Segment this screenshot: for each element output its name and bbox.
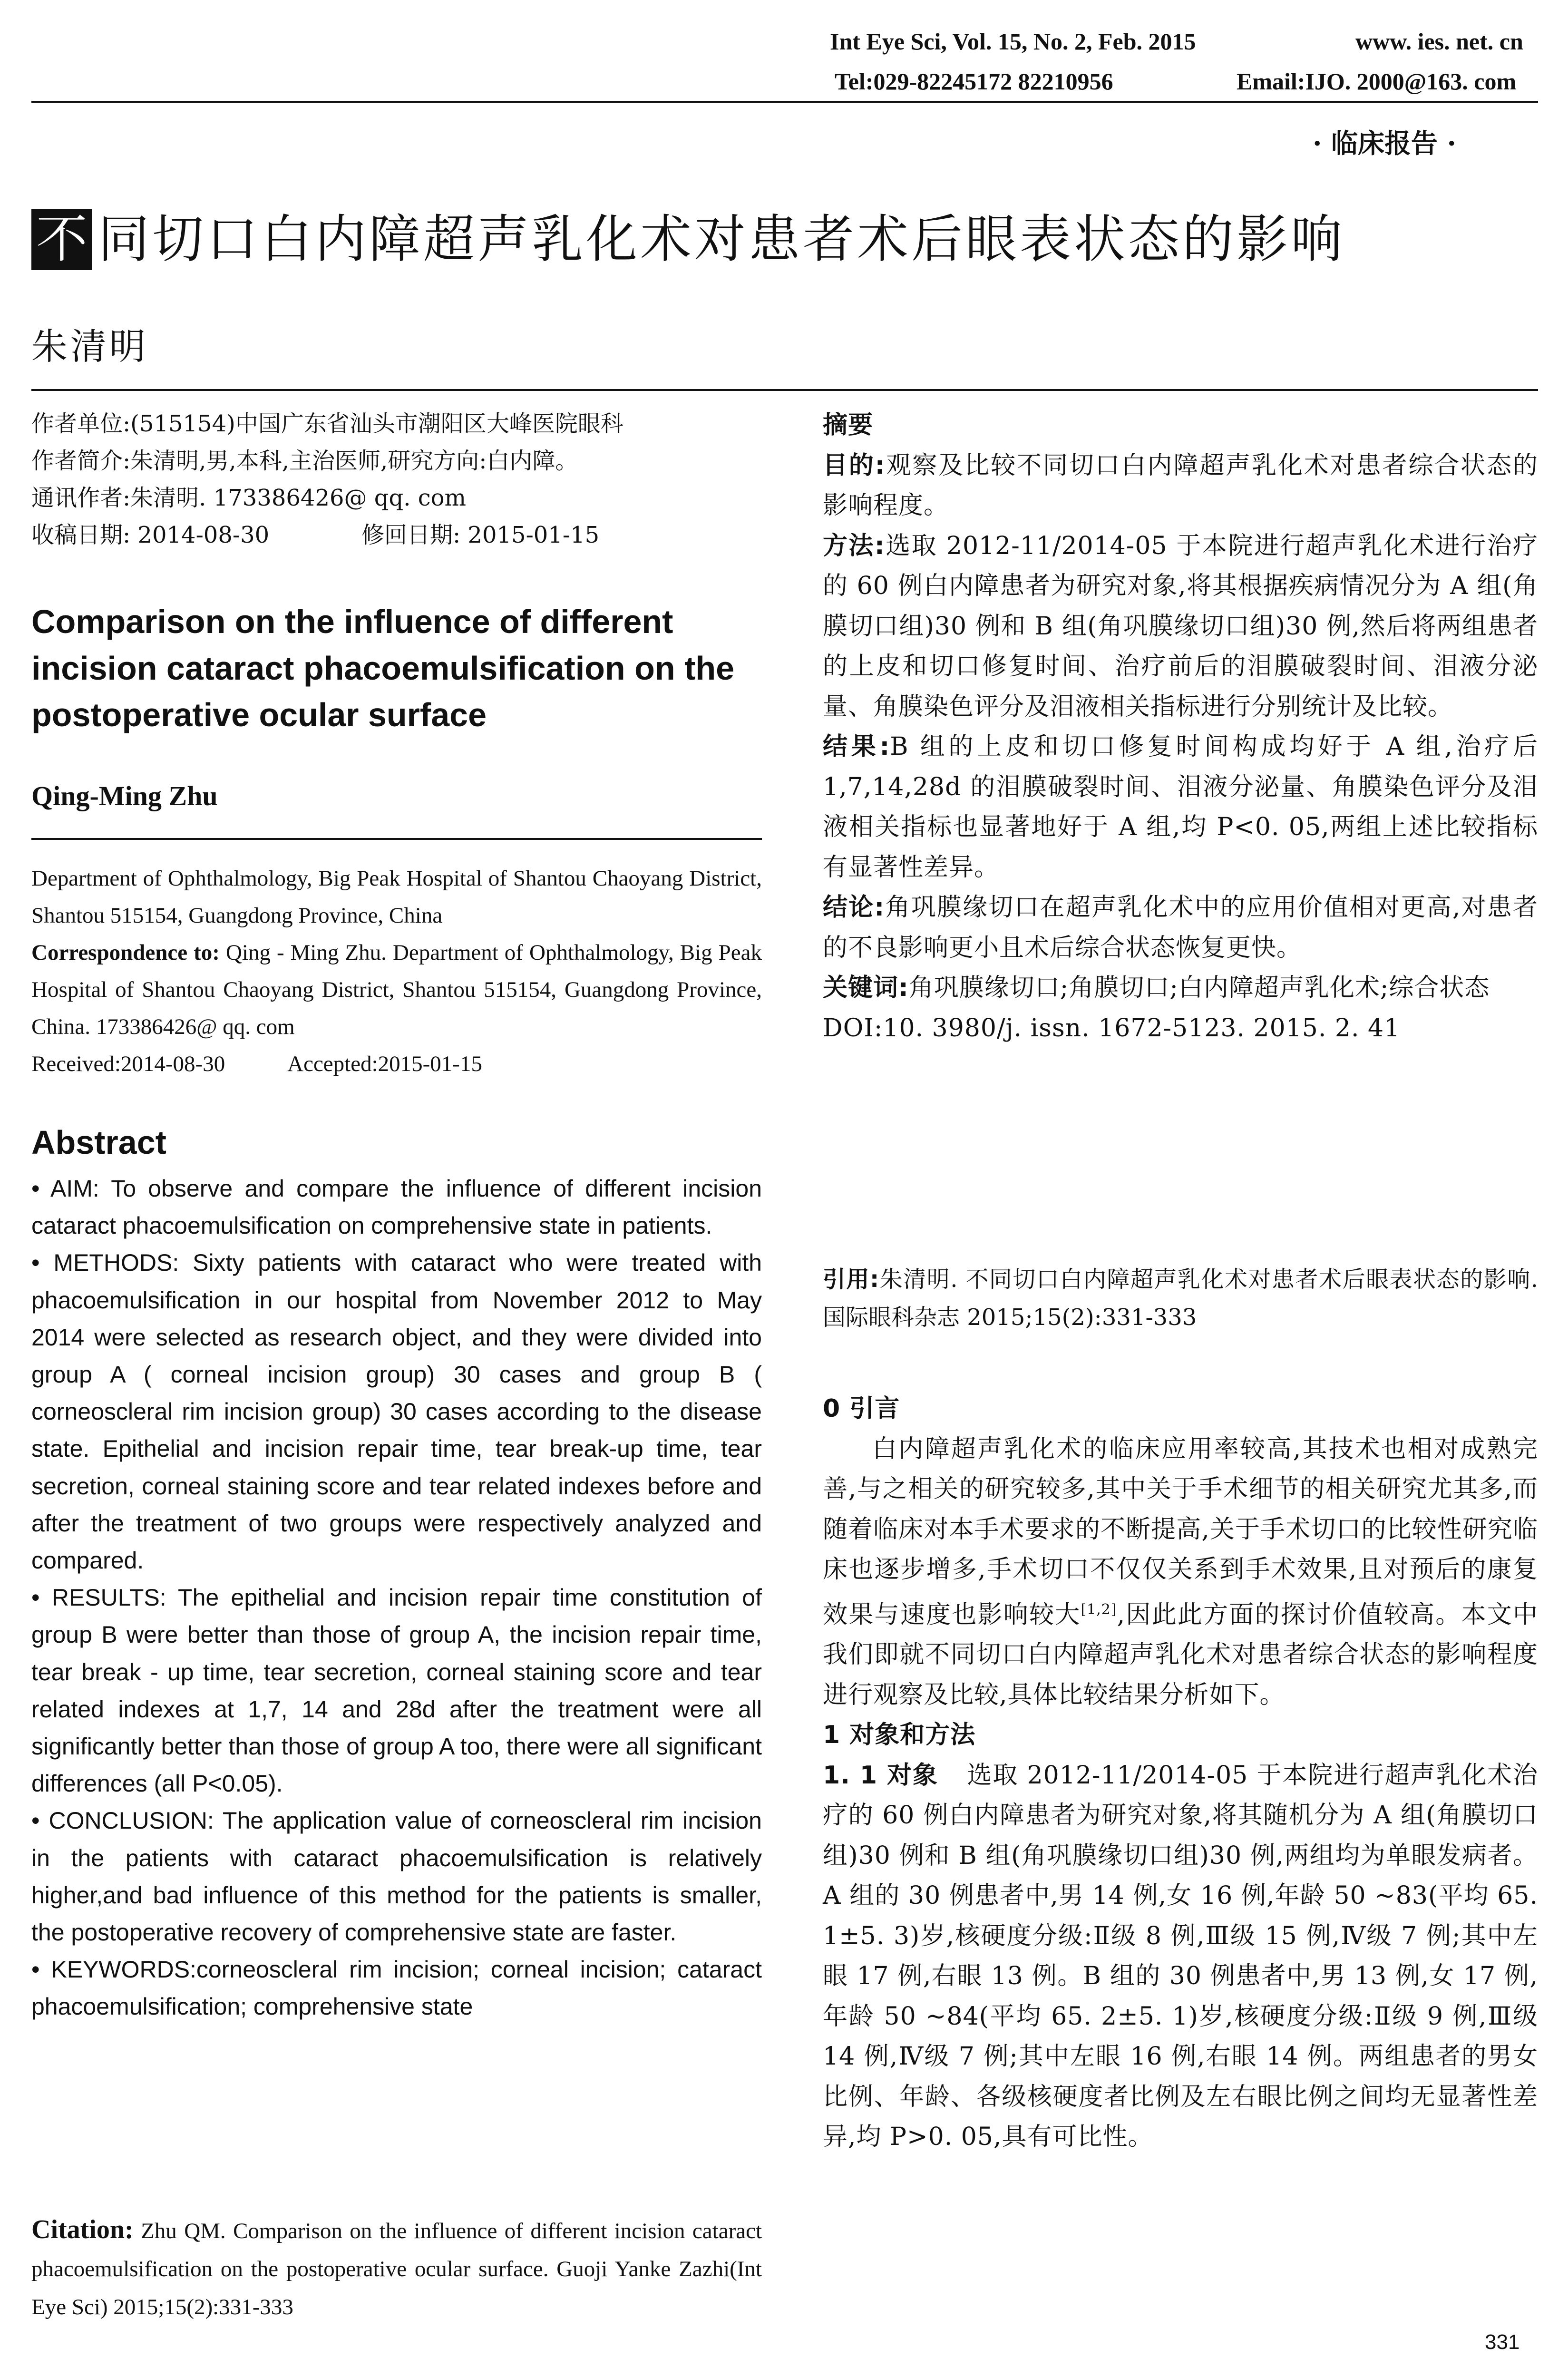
page-number: 331 bbox=[1485, 2330, 1520, 2354]
journal-email: Email:IJO. 2000@163. com bbox=[1237, 68, 1517, 95]
author-unit: 作者单位:(515154)中国广东省汕头市潮阳区大峰医院眼科 bbox=[31, 410, 623, 437]
intro-ref: [1,2] bbox=[1081, 1601, 1117, 1618]
section-1-1: 1. 1 对象 选取 2012-11/2014-05 于本院进行超声乳化术治疗的 60 例白内障患者为研究对象,将其随机分为 A 组(角膜切口组)30 例和 B 组(角巩膜缘切口组)30 例,两组均为单眼发病者。A 组的 30 例患者中,男 14 例,女 16 例,年龄 50 ~83(平均 65. 1±5. 3)岁,核硬度分级:Ⅱ级 8 例,Ⅲ级 15 例,Ⅳ级 7 例;其中左眼 17 例,右眼 13 例。B 组的 30 例患者中,男 13 例,女 17 例,年龄 50 ~84(平均 65. 2±5. 1)岁,核硬度分级:Ⅱ级 9 例,Ⅲ级 14 例,Ⅳ级 7 例;其中左眼 16 例,右眼 14 例。两组患者的男女比例、年龄、各级核硬度者比例及左右眼比例之间均无显著性差异,均 P>0. 05,具有可比性。 bbox=[823, 1761, 1538, 2152]
abstract-aim: • AIM: To observe and compare the influence of different incision cataract phacoemulsification on comprehensive state in patients. bbox=[31, 1175, 762, 1239]
citation-cn-text: 朱清明. 不同切口白内障超声乳化术对患者术后眼表状态的影响. 国际眼科杂志 2015;15(2):331-333 bbox=[823, 1266, 1538, 1331]
journal-tel: Tel:029-82245172 82210956 bbox=[835, 68, 1113, 95]
doi: DOI:10. 3980/j. issn. 1672-5123. 2015. 2. 41 bbox=[823, 1013, 1401, 1042]
abstract-cn-conclusion: 结论:角巩膜缘切口在超声乳化术中的应用价值相对更高,对患者的不良影响更小且术后综合状态恢复更快。 bbox=[823, 893, 1539, 962]
citation-text: Zhu QM. Comparison on the influence of different incision cataract phacoemulsification on the postoperative ocular surface. Guoji Yanke Zazhi(Int Eye Sci) 2015;15(2):331-333 bbox=[31, 2219, 762, 2319]
correspondence-label: Correspondence to: bbox=[31, 940, 220, 965]
abstract-heading: Abstract bbox=[31, 1124, 166, 1161]
english-title: Comparison on the influence of different incision cataract phacoemulsification on the postoperative ocular surface bbox=[31, 603, 735, 733]
english-author: Qing-Ming Zhu bbox=[31, 780, 218, 811]
abstract-results: • RESULTS: The epithelial and incision repair time constitution of group B were better than those of group A, the incision repair time, tear break - up time, tear secretion, corneal staining score and tear related indexes at 1,7, 14 and 28d after the treatment were all significantly better than those of group A too, there were all significant differences (all P<0.05). bbox=[31, 1584, 762, 1797]
english-author-rule bbox=[31, 838, 762, 840]
citation-cn bbox=[823, 1260, 1538, 1336]
accepted-en: Accepted:2015-01-15 bbox=[287, 1052, 482, 1076]
citation-cn-label: 引用: bbox=[823, 1266, 879, 1293]
intro-heading: 0 引言 bbox=[823, 1394, 900, 1423]
title-rule bbox=[31, 389, 1538, 391]
author-cn: 朱清明 bbox=[31, 325, 148, 368]
abstract-en bbox=[31, 1170, 762, 2026]
corresponding-author: 通讯作者:朱清明. 173386426@ qq. com bbox=[31, 485, 467, 511]
journal-info: Int Eye Sci, Vol. 15, No. 2, Feb. 2015 bbox=[830, 28, 1196, 55]
abstract-cn-aim: 目的:观察及比较不同切口白内障超声乳化术对患者综合状态的影响程度。 bbox=[823, 451, 1538, 520]
abstract-conclusion: • CONCLUSION: The application value of corneoscleral rim incision in the patients with cataract phacoemulsification is relatively higher,and bad influence of this method for the patients is smaller, the postoperative recovery of comprehensive state are faster. bbox=[31, 1807, 762, 1946]
section-1-heading: 1 对象和方法 bbox=[823, 1721, 976, 1750]
section-tag: · 临床报告 · bbox=[1313, 128, 1456, 159]
correspondence-text: Qing - Ming Zhu. Department of Ophthalmology, Big Peak Hospital of Shantou Chaoyang District, Shantou 515154, Guangdong Province, China. 173386426@ qq. com bbox=[31, 940, 762, 1039]
abstract-cn-keywords: 关键词:角巩膜缘切口;角膜切口;白内障超声乳化术;综合状态 bbox=[823, 974, 1490, 1002]
author-bio: 作者简介:朱清明,男,本科,主治医师,研究方向:白内障。 bbox=[31, 448, 578, 474]
header-rule bbox=[31, 101, 1538, 103]
abstract-keywords: • KEYWORDS:corneoscleral rim incision; corneal incision; cataract phacoemulsification; comprehensive state bbox=[31, 1956, 762, 2020]
abstract-cn bbox=[823, 405, 1538, 1048]
received-date: 收稿日期: 2014-08-30 bbox=[31, 522, 270, 548]
citation-en bbox=[31, 2211, 762, 2326]
title-boxed-char: 不 bbox=[31, 209, 92, 270]
abstract-cn-heading: 摘要 bbox=[823, 411, 874, 439]
abstract-cn-methods: 方法:选取 2012-11/2014-05 于本院进行超声乳化术进行治疗的 60 例白内障患者为研究对象,将其根据疾病情况分为 A 组(角膜切口组)30 例和 B 组(角巩膜缘切口组)30 例,然后将两组患者的上皮和切口修复时间、治疗前后的泪膜破裂时间、泪液分泌量、角膜染色评分及泪液相关指标进行分别统计及比较。 bbox=[823, 531, 1539, 721]
body-text bbox=[823, 1389, 1538, 2157]
received-en: Received:2014-08-30 bbox=[31, 1052, 225, 1076]
intro-paragraph: 白内障超声乳化术的临床应用率较高,其技术也相对成熟完善,与之相关的研究较多,其中关于手术细节的相关研究尤其多,而随着临床对本手术要求的不断提高,关于手术切口的比较性研究临床也逐步增多,手术切口不仅仅关系到手术效果,且对预后的康复效果与速度也影响较大[1,2],因此此方面的探讨价值较高。本文中我们即就不同切口白内障超声乳化术对患者综合状态的影响程度进行观察及比较,具体比较结果分析如下。 bbox=[823, 1434, 1538, 1709]
revised-date: 修回日期: 2015-01-15 bbox=[361, 522, 600, 548]
abstract-cn-results: 结果:B 组的上皮和切口修复时间构成均好于 A 组,治疗后 1,7,14,28d 的泪膜破裂时间、泪液分泌量、角膜染色评分及泪液相关指标也显著地好于 A 组,均 P<0. 05,两组上述比较指标有显著性差异。 bbox=[823, 732, 1538, 882]
department: Department of Ophthalmology, Big Peak Hospital of Shantou Chaoyang District, Shantou 515154, Guangdong Province, China bbox=[31, 866, 762, 928]
department-block bbox=[31, 860, 762, 1082]
abstract-methods: • METHODS: Sixty patients with cataract who were treated with phacoemulsification in our hospital from November 2012 to May 2014 were selected as research object, and they were divided into group A ( corneal incision group) 30 cases and group B ( corneoscleral rim incision group) 30 cases according to the disease state. Epithelial and incision repair time, tear break-up time, tear secretion, corneal staining score and tear related indexes before and after the treatment of two groups were respectively analyzed and compared. bbox=[31, 1249, 762, 1574]
citation-label: Citation: bbox=[31, 2215, 134, 2244]
journal-website: www. ies. net. cn bbox=[1355, 28, 1523, 55]
paper-title: 同切口白内障超声乳化术对患者术后眼表状态的影响 bbox=[98, 210, 1345, 269]
